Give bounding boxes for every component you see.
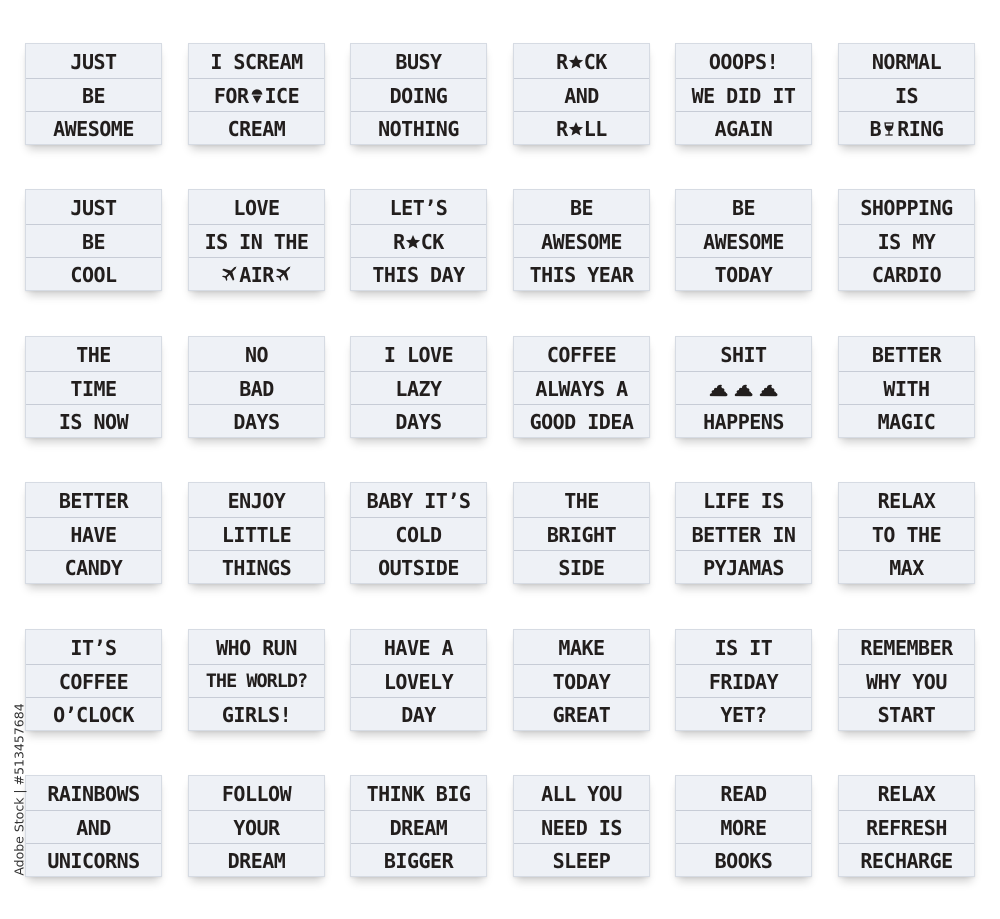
letter-text: I SCREAM <box>210 49 303 74</box>
board-line-1 <box>676 45 811 78</box>
letter-text: WHY YOU <box>866 669 947 694</box>
letter-text: BE <box>569 195 594 220</box>
board-line-1 <box>676 777 811 810</box>
board-line-2 <box>351 371 486 405</box>
board-line-3 <box>839 697 974 731</box>
letter-text: FOR <box>213 83 249 108</box>
board-line-2 <box>189 371 324 405</box>
lightbox-board <box>350 775 487 877</box>
star-icon <box>405 232 421 252</box>
lightbox-board <box>188 43 325 145</box>
lightbox-board <box>675 775 812 877</box>
letter-text: FRIDAY <box>708 669 779 694</box>
letter-text: RAINBOWS <box>47 781 140 806</box>
letter-text: THINGS <box>221 555 292 580</box>
board-line-3 <box>676 550 811 584</box>
lightbox-board <box>675 189 812 291</box>
letter-text: MAGIC <box>877 409 936 434</box>
poo-icon <box>734 379 753 399</box>
letter-text: DOING <box>389 83 448 108</box>
letter-text: R <box>393 229 405 254</box>
board-line-1 <box>351 631 486 664</box>
board-line-3 <box>189 843 324 877</box>
board-line-1 <box>351 484 486 517</box>
board-line-3 <box>514 550 649 584</box>
board-line-1 <box>26 191 161 224</box>
letter-text: NORMAL <box>871 49 942 74</box>
letter-text: HAVE A <box>383 635 454 660</box>
letter-text: AWESOME <box>703 229 784 254</box>
board-line-1 <box>189 45 324 78</box>
letter-text: AND <box>76 815 111 840</box>
board-line-3 <box>189 257 324 291</box>
letter-text: BUSY <box>395 49 442 74</box>
lightbox-board <box>838 336 975 438</box>
board-line-1 <box>26 45 161 78</box>
letter-text: SHOPPING <box>860 195 953 220</box>
letter-text: LL <box>583 116 607 141</box>
letter-text: AWESOME <box>53 116 134 141</box>
board-line-3 <box>676 404 811 438</box>
lightbox-board <box>350 43 487 145</box>
letter-text: LIFE IS <box>703 488 784 513</box>
letter-text: DAYS <box>233 409 280 434</box>
board-line-2 <box>839 371 974 405</box>
board-line-3 <box>26 697 161 731</box>
letter-text: TODAY <box>552 669 611 694</box>
letter-text: ENJOY <box>227 488 286 513</box>
letter-text: HAPPENS <box>703 409 784 434</box>
board-line-2 <box>26 78 161 112</box>
board-line-2 <box>676 664 811 698</box>
letter-text: AND <box>564 83 599 108</box>
watermark-text: Adobe Stock | #513457684 <box>11 702 27 876</box>
letter-text: BABY IT’S <box>366 488 471 513</box>
board-line-2 <box>676 371 811 405</box>
letter-text: ALL YOU <box>541 781 622 806</box>
lightbox-board <box>25 629 162 731</box>
board-line-2 <box>189 810 324 844</box>
letter-text: MAKE <box>558 635 605 660</box>
letter-text: SHIT <box>720 342 767 367</box>
lightbox-board <box>188 775 325 877</box>
letter-text: JUST <box>70 49 117 74</box>
letter-text: AIR <box>239 262 274 287</box>
board-line-1 <box>189 777 324 810</box>
letter-text: BETTER <box>871 342 942 367</box>
letter-text: NEED IS <box>541 815 622 840</box>
letter-text: DREAM <box>389 815 448 840</box>
letter-text: R <box>556 116 568 141</box>
letter-text: OUTSIDE <box>378 555 459 580</box>
board-line-3 <box>514 404 649 438</box>
board-line-2 <box>189 78 324 112</box>
letter-text: BRIGHT <box>546 522 617 547</box>
lightbox-board <box>838 482 975 584</box>
board-line-2 <box>26 810 161 844</box>
letter-text: COOL <box>70 262 117 287</box>
board-line-2 <box>26 664 161 698</box>
letter-text: DREAM <box>227 848 286 873</box>
letter-text: THIS YEAR <box>529 262 634 287</box>
letter-text: LITTLE <box>221 522 292 547</box>
letter-text: LET’S <box>389 195 448 220</box>
letter-text: GOOD IDEA <box>529 409 634 434</box>
board-line-2 <box>839 664 974 698</box>
lightbox-board <box>188 189 325 291</box>
board-line-3 <box>26 550 161 584</box>
board-line-3 <box>676 843 811 877</box>
letter-text: SIDE <box>558 555 605 580</box>
board-line-3 <box>351 404 486 438</box>
board-line-2 <box>514 371 649 405</box>
letter-text: JUST <box>70 195 117 220</box>
letter-text: IS NOW <box>58 409 129 434</box>
stock-watermark <box>12 684 26 894</box>
board-line-2 <box>514 517 649 551</box>
board-line-1 <box>514 191 649 224</box>
lightbox-board <box>675 629 812 731</box>
letter-text: O’CLOCK <box>53 702 134 727</box>
letter-text: IS IT <box>714 635 773 660</box>
board-line-3 <box>351 550 486 584</box>
lightbox-board <box>25 775 162 877</box>
board-line-1 <box>189 338 324 371</box>
letter-text: ICE <box>264 83 300 108</box>
letter-text: REMEMBER <box>860 635 953 660</box>
board-line-2 <box>351 810 486 844</box>
board-line-2 <box>839 78 974 112</box>
lightbox-board <box>350 189 487 291</box>
letter-text: B <box>869 116 882 141</box>
letter-text: THE <box>76 342 111 367</box>
board-line-3 <box>26 111 161 145</box>
board-line-3 <box>839 404 974 438</box>
board-line-2 <box>839 517 974 551</box>
board-line-1 <box>26 631 161 664</box>
lightbox-board <box>513 482 650 584</box>
letter-text: DAYS <box>395 409 442 434</box>
wine-glass-icon <box>881 119 897 139</box>
letter-text: YOUR <box>233 815 280 840</box>
board-line-3 <box>26 257 161 291</box>
lightbox-board <box>675 43 812 145</box>
board-line-1 <box>26 777 161 810</box>
lightbox-board <box>513 775 650 877</box>
letter-text: R <box>556 49 568 74</box>
airplane-icon <box>274 265 293 285</box>
lightbox-board <box>838 775 975 877</box>
letter-text: NO <box>244 342 269 367</box>
board-line-2 <box>839 224 974 258</box>
letter-text: I LOVE <box>383 342 454 367</box>
lightbox-board <box>25 43 162 145</box>
letter-text: AWESOME <box>541 229 622 254</box>
letter-text: THINK BIG <box>366 781 471 806</box>
letter-text: WITH <box>883 376 930 401</box>
board-line-2 <box>839 810 974 844</box>
lightbox-board <box>25 482 162 584</box>
board-line-3 <box>839 550 974 584</box>
lightbox-board <box>513 629 650 731</box>
board-line-3 <box>351 111 486 145</box>
board-line-3 <box>26 404 161 438</box>
lightbox-board <box>25 336 162 438</box>
board-line-1 <box>676 631 811 664</box>
board-line-2 <box>26 517 161 551</box>
letter-text: CARDIO <box>871 262 942 287</box>
board-line-1 <box>839 191 974 224</box>
board-line-3 <box>189 111 324 145</box>
letter-text: BETTER <box>58 488 129 513</box>
letter-text: LOVELY <box>383 669 454 694</box>
board-line-1 <box>351 191 486 224</box>
letter-text: RECHARGE <box>860 848 953 873</box>
board-line-3 <box>839 111 974 145</box>
letter-text: REFRESH <box>866 815 947 840</box>
letter-text: DAY <box>401 702 436 727</box>
board-line-3 <box>189 550 324 584</box>
board-line-3 <box>839 843 974 877</box>
letter-text: FOLLOW <box>221 781 292 806</box>
board-line-3 <box>514 257 649 291</box>
board-line-1 <box>676 191 811 224</box>
letter-text: IT’S <box>70 635 117 660</box>
letter-text: MAX <box>889 555 924 580</box>
star-icon <box>568 119 584 139</box>
lightbox-board <box>350 336 487 438</box>
lightbox-board <box>350 482 487 584</box>
board-line-1 <box>514 631 649 664</box>
letter-text: COFFEE <box>546 342 617 367</box>
lightbox-board <box>513 43 650 145</box>
letter-text: TODAY <box>714 262 773 287</box>
letter-text: OOOPS! <box>708 49 779 74</box>
board-line-3 <box>514 843 649 877</box>
board-line-3 <box>839 257 974 291</box>
board-line-3 <box>351 843 486 877</box>
board-line-2 <box>189 224 324 258</box>
letter-text: GIRLS! <box>221 702 292 727</box>
lightbox-board <box>188 482 325 584</box>
board-line-3 <box>189 697 324 731</box>
board-line-1 <box>839 484 974 517</box>
board-line-3 <box>514 697 649 731</box>
board-line-1 <box>514 777 649 810</box>
letter-text: YET? <box>720 702 767 727</box>
letter-text: IS <box>894 83 919 108</box>
letter-text: RING <box>897 116 944 141</box>
letter-text: CANDY <box>64 555 123 580</box>
letter-text: CK <box>583 49 607 74</box>
board-line-1 <box>839 631 974 664</box>
letter-text: COFFEE <box>58 669 129 694</box>
poo-icon <box>759 379 778 399</box>
letter-text: NOTHING <box>378 116 459 141</box>
lightbox-board <box>350 629 487 731</box>
airplane-icon <box>220 265 239 285</box>
letter-text: RELAX <box>877 488 936 513</box>
letter-text: MORE <box>720 815 767 840</box>
board-line-2 <box>514 664 649 698</box>
board-line-1 <box>189 631 324 664</box>
board-line-2 <box>676 78 811 112</box>
letter-text: READ <box>720 781 767 806</box>
letter-text: BE <box>81 83 106 108</box>
board-line-3 <box>26 843 161 877</box>
letter-text: RELAX <box>877 781 936 806</box>
poo-icon <box>709 379 728 399</box>
board-line-1 <box>514 484 649 517</box>
lightbox-board <box>675 336 812 438</box>
board-line-2 <box>676 224 811 258</box>
lightbox-board <box>838 629 975 731</box>
star-icon <box>568 52 584 72</box>
board-line-2 <box>514 810 649 844</box>
letter-text: BETTER IN <box>691 522 796 547</box>
letter-text: SLEEP <box>552 848 611 873</box>
board-line-1 <box>839 777 974 810</box>
board-line-2 <box>189 517 324 551</box>
lightbox-board <box>188 336 325 438</box>
lightbox-board <box>838 43 975 145</box>
board-line-2 <box>514 78 649 112</box>
letter-text: ALWAYS A <box>535 376 628 401</box>
letter-text: START <box>877 702 936 727</box>
board-line-1 <box>351 45 486 78</box>
letter-text: WE DID IT <box>691 83 796 108</box>
lightbox-board <box>675 482 812 584</box>
board-line-2 <box>676 810 811 844</box>
board-line-1 <box>514 338 649 371</box>
board-line-2 <box>514 224 649 258</box>
lightbox-board <box>838 189 975 291</box>
lightbox-board <box>513 189 650 291</box>
letter-text: AGAIN <box>714 116 773 141</box>
letter-text: PYJAMAS <box>703 555 784 580</box>
board-line-1 <box>26 484 161 517</box>
letter-text: LOVE <box>233 195 280 220</box>
board-line-2 <box>676 517 811 551</box>
letter-text: HAVE <box>70 522 117 547</box>
letter-text: THE WORLD? <box>205 671 308 692</box>
board-line-1 <box>189 191 324 224</box>
board-line-1 <box>351 777 486 810</box>
letter-text: BAD <box>239 376 274 401</box>
board-line-1 <box>189 484 324 517</box>
letter-text: THIS DAY <box>372 262 465 287</box>
board-line-2 <box>26 371 161 405</box>
letter-text: CK <box>420 229 444 254</box>
letter-text: COLD <box>395 522 442 547</box>
letter-text: BE <box>731 195 756 220</box>
board-line-3 <box>676 111 811 145</box>
board-line-1 <box>514 45 649 78</box>
board-line-3 <box>351 257 486 291</box>
lightbox-board <box>513 336 650 438</box>
board-line-2 <box>351 224 486 258</box>
board-line-3 <box>189 404 324 438</box>
board-line-1 <box>839 338 974 371</box>
letter-text: BOOKS <box>714 848 773 873</box>
letter-text: TO THE <box>871 522 942 547</box>
board-line-2 <box>26 224 161 258</box>
letter-text: LAZY <box>395 376 442 401</box>
lightbox-board <box>25 189 162 291</box>
letter-text: CREAM <box>227 116 286 141</box>
ice-cream-icon <box>249 86 265 106</box>
letter-text: WHO RUN <box>216 635 297 660</box>
board-line-3 <box>676 697 811 731</box>
letter-text: UNICORNS <box>47 848 140 873</box>
letter-text: TIME <box>70 376 117 401</box>
letter-text: IS MY <box>877 229 936 254</box>
board-line-2 <box>351 517 486 551</box>
letter-text: BE <box>81 229 106 254</box>
board-line-1 <box>26 338 161 371</box>
board-line-1 <box>351 338 486 371</box>
letter-text: BIGGER <box>383 848 454 873</box>
board-line-3 <box>676 257 811 291</box>
board-line-1 <box>839 45 974 78</box>
letter-text: GREAT <box>552 702 611 727</box>
board-line-2 <box>351 664 486 698</box>
board-line-3 <box>514 111 649 145</box>
board-line-1 <box>676 338 811 371</box>
board-line-2 <box>189 664 324 698</box>
board-line-2 <box>351 78 486 112</box>
letter-text: IS IN THE <box>204 229 309 254</box>
lightbox-board <box>188 629 325 731</box>
letter-text: THE <box>564 488 599 513</box>
board-line-3 <box>351 697 486 731</box>
board-line-1 <box>676 484 811 517</box>
